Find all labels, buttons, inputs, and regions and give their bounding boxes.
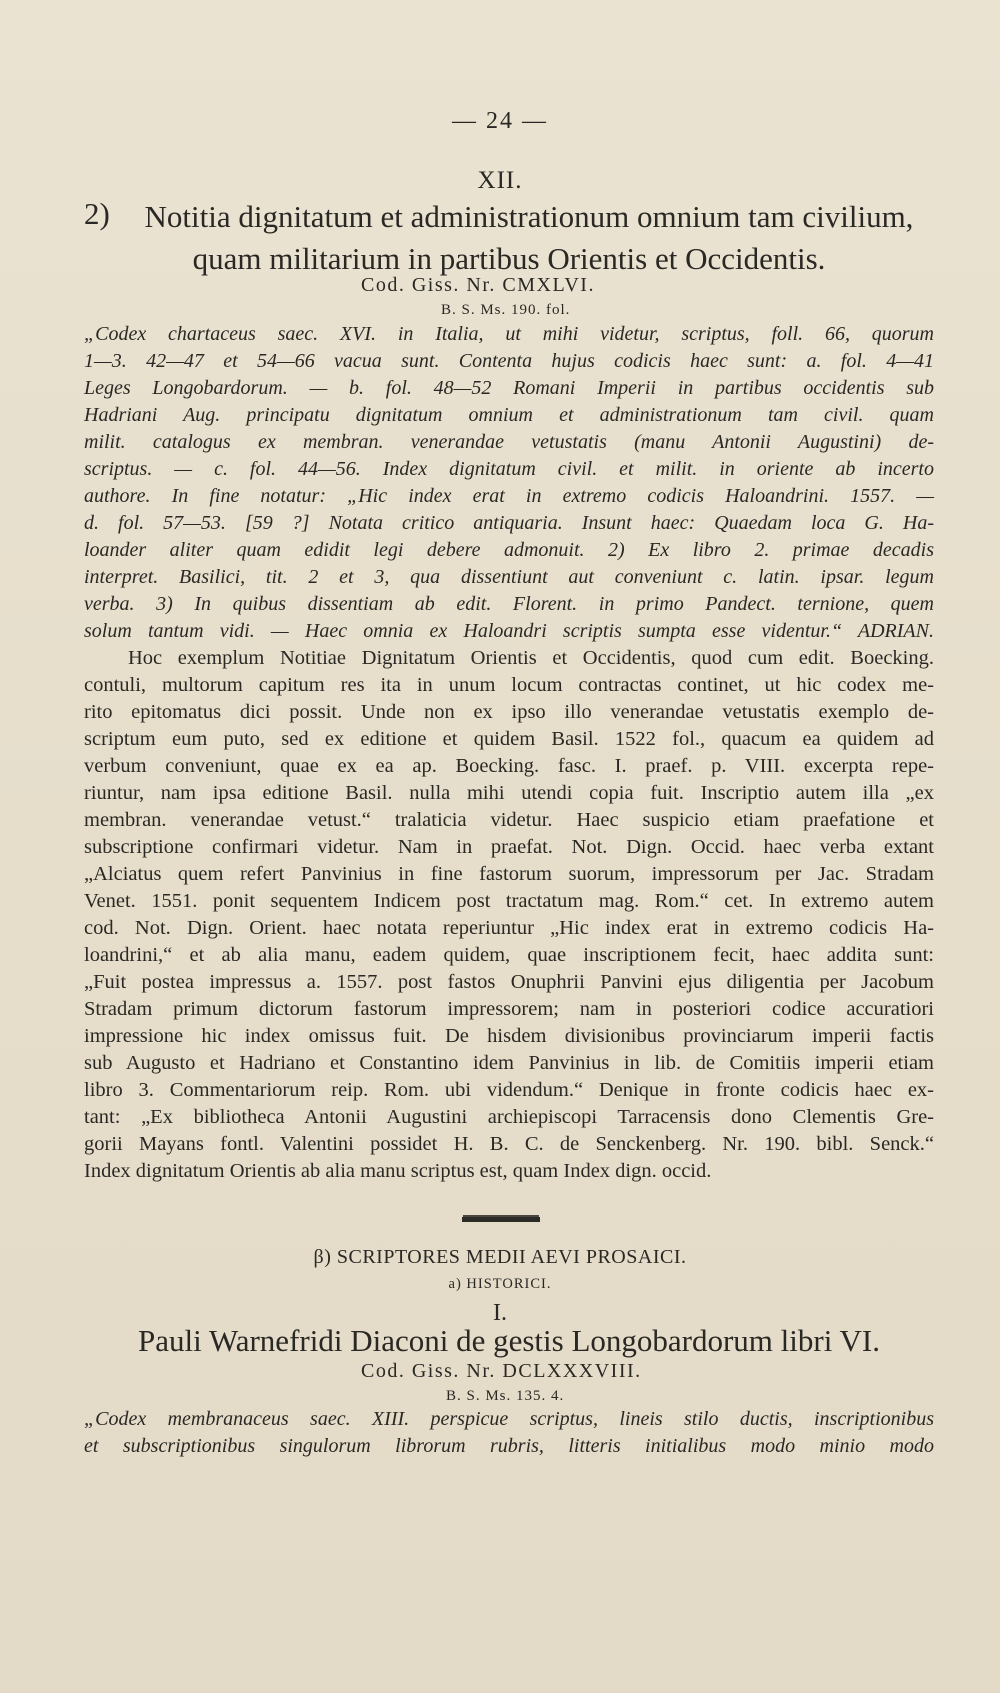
text-line: „Codex membranaceus saec. XIII. perspicue scriptus, lineis stilo ductis, inscriptionibus	[84, 1408, 934, 1430]
text-line: rito epitomatus dici possit. Unde non ex ipso illo venerandae vetustatis exemplo de-	[84, 701, 934, 723]
entry-number: 2)	[84, 196, 110, 231]
text-line: Venet. 1551. ponit sequentem Indicem post tractatum mag. Rom.“ cet. In extremo autem	[84, 890, 934, 912]
text-line: authore. In fine notatur: „Hic index erat in extremo codicis Haloandrini. 1557. —	[84, 485, 934, 507]
text-line: riuntur, nam ipsa editione Basil. nulla mihi utendi copia fuit. Inscriptio autem illa „ex	[84, 782, 934, 804]
text-line: Stradam primum dictorum fastorum impressorem; nam in posteriori codice accuratiori	[84, 998, 934, 1020]
codex-number: Cod. Giss. Nr. CMXLVI.	[361, 274, 595, 296]
text-line: scriptus. — c. fol. 44—56. Index dignitatum civil. et milit. in oriente ab incerto	[84, 458, 934, 480]
section-divider	[462, 1217, 540, 1222]
text-line: et subscriptionibus singulorum librorum rubris, litteris initialibus modo minio modo	[84, 1435, 934, 1457]
text-line: membran. venerandae vetust.“ tralaticia videtur. Haec suspicio etiam praefatione et	[84, 809, 934, 831]
text-line: 1—3. 42—47 et 54—66 vacua sunt. Contenta hujus codicis haec sunt: a. fol. 4—41	[84, 350, 934, 372]
text-line: Hoc exemplum Notitiae Dignitatum Orientis et Occidentis, quod cum edit. Boecking.	[128, 647, 934, 669]
text-line: „Codex chartaceus saec. XVI. in Italia, ut mihi videtur, scriptus, foll. 66, quorum	[84, 323, 934, 345]
text-line: cod. Not. Dign. Orient. haec notata reperiuntur „Hic index erat in extremo codicis Ha-	[84, 917, 934, 939]
text-line: „Fuit postea impressus a. 1557. post fastos Onuphrii Panvini ejus diligentia per Jacobum	[84, 971, 934, 993]
text-line: loander aliter quam edidit legi debere admonuit. 2) Ex libro 2. primae decadis	[84, 539, 934, 561]
text-line: solum tantum vidi. — Haec omnia ex Haloandri scriptis sumpta esse videntur.“ ADRIAN.	[84, 620, 934, 642]
text-line: Leges Longobardorum. — b. fol. 48—52 Romani Imperii in partibus occidentis sub	[84, 377, 934, 399]
text-line: d. fol. 57—53. [59 ?] Notata critico antiquaria. Insunt haec: Quaedam loca G. Ha-	[84, 512, 934, 534]
text-line: milit. catalogus ex membran. venerandae vetustatis (manu Antonii Augustini) de-	[84, 431, 934, 453]
text-line: loandrini,“ et ab alia manu, eadem quidem, quae inscriptionem fecit, haec addita sunt:	[84, 944, 934, 966]
entry-title	[84, 196, 934, 280]
text-line: „Alciatus quem refert Panvinius in fine fastorum suorum, impressorum per Jac. Stradam	[84, 863, 934, 885]
text-line: Hadriani Aug. principatu dignitatum omnium et administrationum tam civil. quam	[84, 404, 934, 426]
text-line: Index dignitatum Orientis ab alia manu scriptus est, quam Index dign. occid.	[84, 1160, 712, 1182]
text-line: contuli, multorum capitum res ita in unum locum contractas continet, ut hic codex me-	[84, 674, 934, 696]
text-line: verba. 3) In quibus dissentiam ab edit. Florent. in primo Pandect. ternione, quem	[84, 593, 934, 615]
text-line: scriptum eum puto, sed ex editione et quidem Basil. 1522 fol., quacum ea quidem ad	[84, 728, 934, 750]
text-line: sub Augusto et Hadriano et Constantino idem Panvinius in lib. de Comitiis imperii etiam	[84, 1052, 934, 1074]
text-line: libro 3. Commentariorum reip. Rom. ubi videndum.“ Denique in fronte codicis haec ex-	[84, 1079, 934, 1101]
text-line: impressione hic index omissus fuit. De hisdem divisionibus provinciarum imperii factis	[84, 1025, 934, 1047]
entry-title-line-2: quam militarium in partibus Orientis et Occidentis.	[192, 241, 826, 276]
entry-title-line-1: Notitia dignitatum et administrationum omnium tam civilium,	[144, 199, 914, 234]
shelfmark: B. S. Ms. 190. fol.	[441, 302, 571, 318]
text-line: verbum conveniunt, quae ex ea ap. Boecking. fasc. I. praef. p. VIII. excerpta repe-	[84, 755, 934, 777]
entry-title: Pauli Warnefridi Diaconi de gestis Longobardorum libri VI.	[138, 1323, 880, 1358]
subsection-heading: a) HISTORICI.	[448, 1276, 552, 1292]
text-line: tant: „Ex bibliotheca Antonii Augustini archiepiscopi Tarracensis dono Clementis Gre-	[84, 1106, 934, 1128]
text-line: interpret. Basilici, tit. 2 et 3, qua dissentiunt aut conveniunt c. latin. ipsar. legum	[84, 566, 934, 588]
section-numeral: XII.	[477, 167, 523, 194]
section-numeral: I.	[493, 1300, 507, 1326]
shelfmark: B. S. Ms. 135. 4.	[446, 1388, 565, 1404]
section-heading: β) SCRIPTORES MEDII AEVI PROSAICI.	[313, 1246, 687, 1268]
text-line: gorii Mayans fontl. Valentini possidet H. B. C. de Senckenberg. Nr. 190. bibl. Senck.“	[84, 1133, 934, 1155]
page-number: — 24 —	[452, 108, 548, 134]
text-line: subscriptione confirmari videtur. Nam in praefat. Not. Dign. Occid. haec verba extant	[84, 836, 934, 858]
codex-number: Cod. Giss. Nr. DCLXXXVIII.	[361, 1360, 642, 1382]
